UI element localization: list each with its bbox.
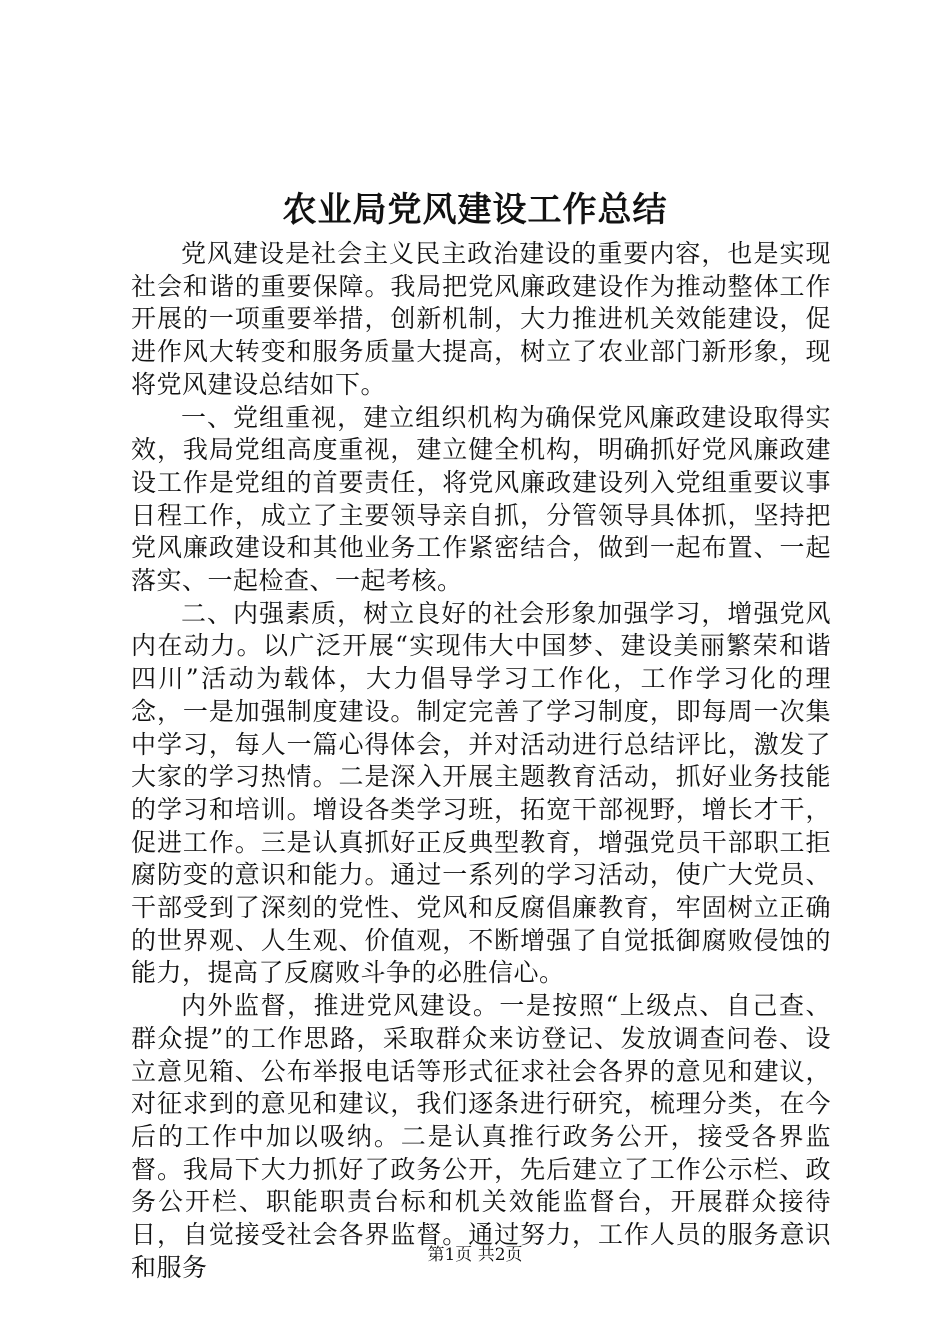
document-body — [131, 238, 831, 1285]
paragraph-section-2: 二、内强素质，树立良好的社会形象加强学习，增强党风内在动力。以广泛开展“实现伟大中国梦、建设美丽繁荣和谐四川”活动为载体，大力倡导学习工作化，工作学习化的理念，一是加强制度建设。制定完善了学习制度，即每周一次集中学习，每人一篇心得体会，并对活动进行总结评比，激发了大家的学习热情。二是深入开展主题教育活动，抓好业务技能的学习和培训。增设各类学习班，拓宽干部视野，增长才干，促进工作。三是认真抓好正反典型教育，增强党员干部职工拒腐防变的意识和能力。通过一系列的学习活动，使广大党员、干部受到了深刻的党性、党风和反腐倡廉教育，牢固树立正确的世界观、人生观、价值观，不断增强了自觉抵御腐败侵蚀的能力，提高了反腐败斗争的必胜信心。 — [131, 598, 831, 988]
paragraph-section-3: 内外监督，推进党风建设。一是按照“上级点、自己查、群众提”的工作思路，采取群众来访登记、发放调查问卷、设立意见箱、公布举报电话等形式征求社会各界的意见和建议，对征求到的意见和建议，我们逐条进行研究，梳理分类，在今后的工作中加以吸纳。二是认真推行政务公开，接受各界监督。我局下大力抓好了政务公开，先后建立了工作公示栏、政务公开栏、职能职责台标和机关效能监督台，开展群众接待日，自觉接受社会各界监督。通过努力，工作人员的服务意识和服务 — [131, 991, 831, 1282]
page-footer: 第1页 共2页 — [427, 1245, 523, 1265]
document-title: 农业局党风建设工作总结 — [282, 190, 668, 230]
paragraph-section-1: 一、党组重视，建立组织机构为确保党风廉政建设取得实效，我局党组高度重视，建立健全机构，明确抓好党风廉政建设工作是党组的首要责任，将党风廉政建设列入党组重要议事日程工作，成立了主要领导亲自抓，分管领导具体抓，坚持把党风廉政建设和其他业务工作紧密结合，做到一起布置、一起落实、一起检查、一起考核。 — [131, 402, 831, 596]
paragraph-intro: 党风建设是社会主义民主政治建设的重要内容，也是实现社会和谐的重要保障。我局把党风廉政建设作为推动整体工作开展的一项重要举措，创新机制，大力推进机关效能建设，促进作风大转变和服务质量大提高，树立了农业部门新形象，现将党风建设总结如下。 — [131, 239, 831, 399]
